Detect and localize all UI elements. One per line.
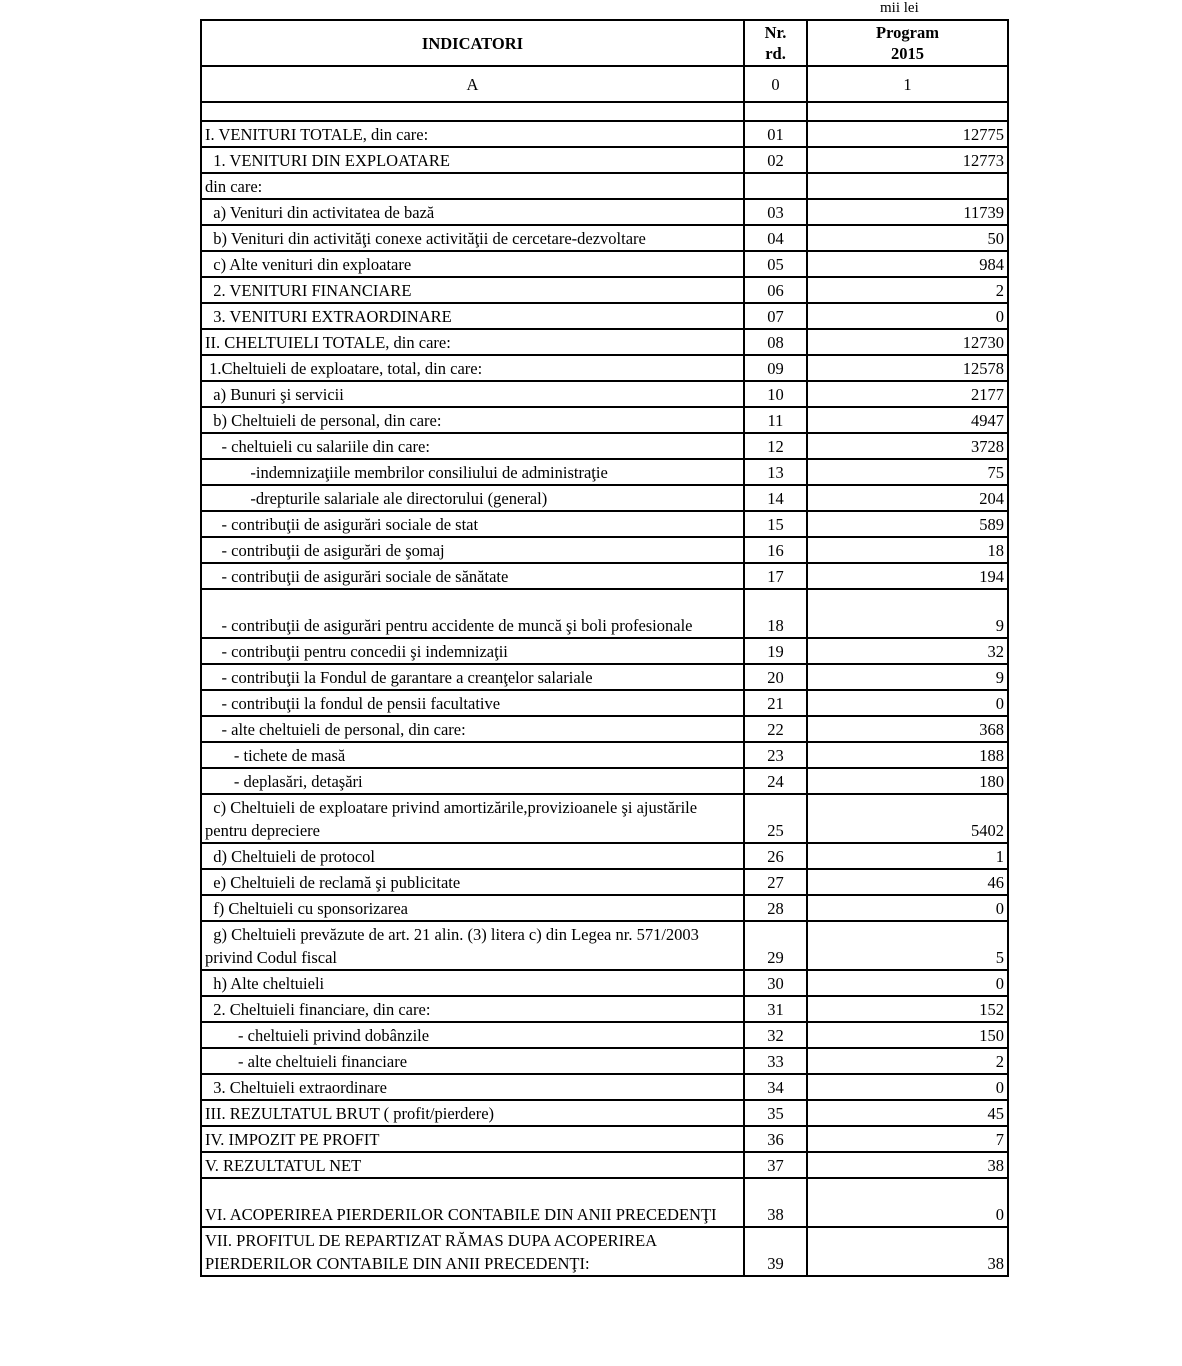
header-program-line1: Program	[876, 23, 939, 42]
indicator-cell: - alte cheltuieli de personal, din care:	[201, 716, 744, 742]
program-value-cell: 180	[807, 768, 1008, 794]
spacer-cell	[744, 102, 807, 121]
program-value-cell: 50	[807, 225, 1008, 251]
table-row	[201, 690, 1008, 716]
indicator-cell: 3. VENITURI EXTRAORDINARE	[201, 303, 744, 329]
indicator-cell: c) Cheltuieli de exploatare privind amortizările,provizioanele şi ajustările pentru depreciere	[201, 794, 744, 843]
program-value-cell: 9	[807, 664, 1008, 690]
row-number-cell: 18	[744, 589, 807, 638]
spacer-row	[201, 102, 1008, 121]
table-row	[201, 996, 1008, 1022]
header-nr-rd	[744, 20, 807, 66]
row-number-cell: 10	[744, 381, 807, 407]
row-number-cell: 34	[744, 1074, 807, 1100]
program-value-cell: 18	[807, 537, 1008, 563]
indicator-cell: II. CHELTUIELI TOTALE, din care:	[201, 329, 744, 355]
program-value-cell: 9	[807, 589, 1008, 638]
table-row	[201, 1178, 1008, 1227]
table-row	[201, 277, 1008, 303]
table-row	[201, 355, 1008, 381]
indicator-cell: - contribuţii de asigurări pentru accidente de muncă şi boli profesionale	[201, 589, 744, 638]
row-number-cell: 03	[744, 199, 807, 225]
table-row	[201, 1227, 1008, 1276]
header-row	[201, 20, 1008, 66]
program-value-cell: 75	[807, 459, 1008, 485]
table-row	[201, 537, 1008, 563]
program-value-cell: 368	[807, 716, 1008, 742]
indicator-cell: b) Venituri din activităţi conexe activităţii de cercetare-dezvoltare	[201, 225, 744, 251]
program-value-cell: 1	[807, 843, 1008, 869]
program-value-cell: 5402	[807, 794, 1008, 843]
header-nr-line2: rd.	[765, 44, 786, 63]
indicator-cell: - tichete de masă	[201, 742, 744, 768]
table-row	[201, 716, 1008, 742]
row-number-cell: 08	[744, 329, 807, 355]
row-number-cell: 09	[744, 355, 807, 381]
table-row	[201, 433, 1008, 459]
row-number-cell	[744, 173, 807, 199]
program-value-cell: 589	[807, 511, 1008, 537]
table-row	[201, 1074, 1008, 1100]
indicator-cell: - contribuţii de asigurări de şomaj	[201, 537, 744, 563]
table-row	[201, 251, 1008, 277]
table-row	[201, 921, 1008, 970]
program-value-cell: 984	[807, 251, 1008, 277]
indicator-cell: - contribuţii la fondul de pensii facultative	[201, 690, 744, 716]
indicator-cell: f) Cheltuieli cu sponsorizarea	[201, 895, 744, 921]
program-value-cell: 150	[807, 1022, 1008, 1048]
table-row	[201, 664, 1008, 690]
program-value-cell: 12773	[807, 147, 1008, 173]
indicator-cell: h) Alte cheltuieli	[201, 970, 744, 996]
program-value-cell: 5	[807, 921, 1008, 970]
column-letter-1: 1	[807, 66, 1008, 102]
row-number-cell: 05	[744, 251, 807, 277]
row-number-cell: 32	[744, 1022, 807, 1048]
table-row	[201, 638, 1008, 664]
row-number-cell: 37	[744, 1152, 807, 1178]
program-value-cell: 4947	[807, 407, 1008, 433]
program-value-cell: 3728	[807, 433, 1008, 459]
table-row	[201, 485, 1008, 511]
program-value-cell: 0	[807, 1178, 1008, 1227]
indicator-cell: g) Cheltuieli prevăzute de art. 21 alin. (3) litera c) din Legea nr. 571/2003 privind Codul fiscal	[201, 921, 744, 970]
indicator-cell: 2. VENITURI FINANCIARE	[201, 277, 744, 303]
program-value-cell: 152	[807, 996, 1008, 1022]
row-number-cell: 04	[744, 225, 807, 251]
row-number-cell: 38	[744, 1178, 807, 1227]
row-number-cell: 23	[744, 742, 807, 768]
table-row	[201, 407, 1008, 433]
program-value-cell: 0	[807, 1074, 1008, 1100]
indicator-cell: c) Alte venituri din exploatare	[201, 251, 744, 277]
row-number-cell: 15	[744, 511, 807, 537]
row-number-cell: 22	[744, 716, 807, 742]
column-letter-a: A	[201, 66, 744, 102]
program-value-cell: 11739	[807, 199, 1008, 225]
table-row	[201, 381, 1008, 407]
table-row	[201, 563, 1008, 589]
row-number-cell: 27	[744, 869, 807, 895]
indicator-cell: 1.Cheltuieli de exploatare, total, din care:	[201, 355, 744, 381]
table-row	[201, 173, 1008, 199]
table-row	[201, 303, 1008, 329]
table-row	[201, 199, 1008, 225]
table-row	[201, 768, 1008, 794]
table-row	[201, 511, 1008, 537]
header-program	[807, 20, 1008, 66]
row-number-cell: 11	[744, 407, 807, 433]
spacer-cell	[201, 102, 744, 121]
row-number-cell: 35	[744, 1100, 807, 1126]
table-row	[201, 742, 1008, 768]
row-number-cell: 21	[744, 690, 807, 716]
table-row	[201, 895, 1008, 921]
program-value-cell: 46	[807, 869, 1008, 895]
table-row	[201, 970, 1008, 996]
table-row	[201, 794, 1008, 843]
table-row	[201, 1152, 1008, 1178]
row-number-cell: 17	[744, 563, 807, 589]
table-row	[201, 329, 1008, 355]
column-letters-row	[201, 66, 1008, 102]
program-value-cell	[807, 173, 1008, 199]
indicator-cell: - alte cheltuieli financiare	[201, 1048, 744, 1074]
indicator-cell: VI. ACOPERIREA PIERDERILOR CONTABILE DIN ANII PRECEDENŢI	[201, 1178, 744, 1227]
row-number-cell: 30	[744, 970, 807, 996]
row-number-cell: 06	[744, 277, 807, 303]
indicator-cell: I. VENITURI TOTALE, din care:	[201, 121, 744, 147]
program-value-cell: 32	[807, 638, 1008, 664]
program-value-cell: 12730	[807, 329, 1008, 355]
table-row	[201, 121, 1008, 147]
program-value-cell: 2177	[807, 381, 1008, 407]
row-number-cell: 24	[744, 768, 807, 794]
spacer-cell	[807, 102, 1008, 121]
indicator-cell: V. REZULTATUL NET	[201, 1152, 744, 1178]
row-number-cell: 33	[744, 1048, 807, 1074]
row-number-cell: 20	[744, 664, 807, 690]
indicator-cell: - contribuţii de asigurări sociale de stat	[201, 511, 744, 537]
program-value-cell: 12775	[807, 121, 1008, 147]
program-value-cell: 2	[807, 1048, 1008, 1074]
table-row	[201, 147, 1008, 173]
row-number-cell: 26	[744, 843, 807, 869]
program-value-cell: 45	[807, 1100, 1008, 1126]
row-number-cell: 19	[744, 638, 807, 664]
row-number-cell: 07	[744, 303, 807, 329]
row-number-cell: 28	[744, 895, 807, 921]
indicator-cell: 3. Cheltuieli extraordinare	[201, 1074, 744, 1100]
table-row	[201, 1126, 1008, 1152]
row-number-cell: 13	[744, 459, 807, 485]
header-program-line2: 2015	[891, 44, 924, 63]
indicator-cell: a) Venituri din activitatea de bază	[201, 199, 744, 225]
indicator-cell: - deplasări, detaşări	[201, 768, 744, 794]
indicator-cell: d) Cheltuieli de protocol	[201, 843, 744, 869]
indicator-cell: -indemnizaţiile membrilor consiliului de administraţie	[201, 459, 744, 485]
row-number-cell: 36	[744, 1126, 807, 1152]
table-row	[201, 869, 1008, 895]
row-number-cell: 02	[744, 147, 807, 173]
table-body	[201, 121, 1008, 1276]
table-header	[201, 20, 1008, 121]
indicator-cell: a) Bunuri şi servicii	[201, 381, 744, 407]
header-indicatori-text: INDICATORI	[421, 33, 524, 53]
table-row	[201, 843, 1008, 869]
indicator-cell: - cheltuieli cu salariile din care:	[201, 433, 744, 459]
indicator-cell: - cheltuieli privind dobânzile	[201, 1022, 744, 1048]
indicator-cell: - contribuţii la Fondul de garantare a creanţelor salariale	[201, 664, 744, 690]
indicator-cell: IV. IMPOZIT PE PROFIT	[201, 1126, 744, 1152]
row-number-cell: 31	[744, 996, 807, 1022]
row-number-cell: 16	[744, 537, 807, 563]
indicator-cell: - contribuţii de asigurări sociale de sănătate	[201, 563, 744, 589]
row-number-cell: 25	[744, 794, 807, 843]
program-value-cell: 188	[807, 742, 1008, 768]
table-row	[201, 1100, 1008, 1126]
table-row	[201, 1048, 1008, 1074]
program-value-cell: 0	[807, 690, 1008, 716]
table-row	[201, 1022, 1008, 1048]
budget-table	[200, 19, 1009, 1277]
program-value-cell: 2	[807, 277, 1008, 303]
header-nr-line1: Nr.	[764, 23, 787, 42]
row-number-cell: 12	[744, 433, 807, 459]
header-indicatori	[201, 20, 744, 66]
table-row	[201, 459, 1008, 485]
table-row	[201, 225, 1008, 251]
row-number-cell: 29	[744, 921, 807, 970]
row-number-cell: 01	[744, 121, 807, 147]
unit-label: mii lei	[880, 0, 919, 16]
indicator-cell: -drepturile salariale ale directorului (general)	[201, 485, 744, 511]
program-value-cell: 204	[807, 485, 1008, 511]
program-value-cell: 0	[807, 303, 1008, 329]
program-value-cell: 194	[807, 563, 1008, 589]
program-value-cell: 12578	[807, 355, 1008, 381]
indicator-cell: - contribuţii pentru concedii şi indemnizaţii	[201, 638, 744, 664]
program-value-cell: 0	[807, 970, 1008, 996]
indicator-cell: b) Cheltuieli de personal, din care:	[201, 407, 744, 433]
program-value-cell: 0	[807, 895, 1008, 921]
table-row	[201, 589, 1008, 638]
row-number-cell: 39	[744, 1227, 807, 1276]
column-letter-0: 0	[744, 66, 807, 102]
indicator-cell: 1. VENITURI DIN EXPLOATARE	[201, 147, 744, 173]
row-number-cell: 14	[744, 485, 807, 511]
indicator-cell: din care:	[201, 173, 744, 199]
program-value-cell: 38	[807, 1152, 1008, 1178]
indicator-cell: VII. PROFITUL DE REPARTIZAT RĂMAS DUPA ACOPERIREA PIERDERILOR CONTABILE DIN ANII PRECEDENŢI:	[201, 1227, 744, 1276]
program-value-cell: 38	[807, 1227, 1008, 1276]
program-value-cell: 7	[807, 1126, 1008, 1152]
indicator-cell: 2. Cheltuieli financiare, din care:	[201, 996, 744, 1022]
indicator-cell: III. REZULTATUL BRUT ( profit/pierdere)	[201, 1100, 744, 1126]
indicator-cell: e) Cheltuieli de reclamă şi publicitate	[201, 869, 744, 895]
